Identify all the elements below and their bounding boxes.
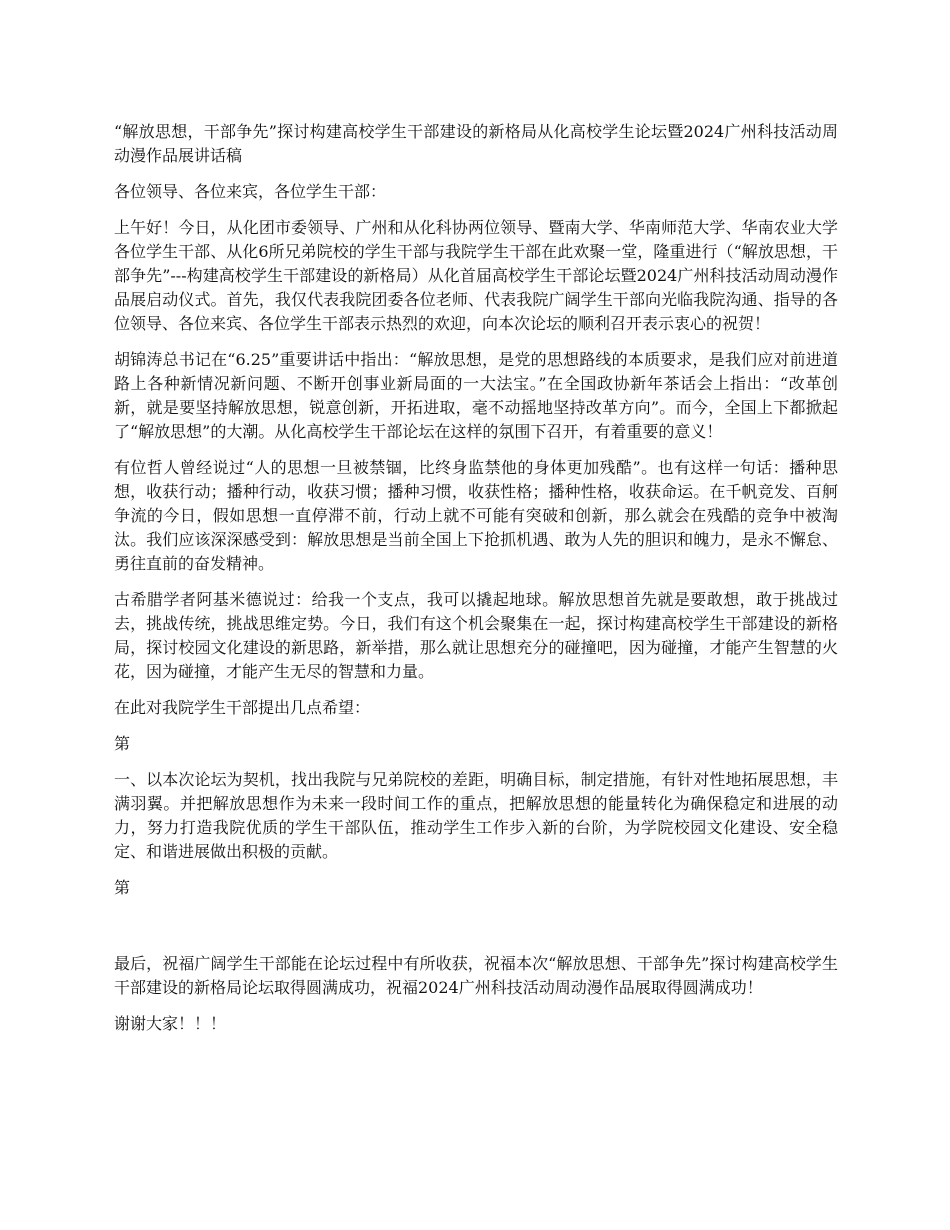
paragraph-greeting: 上午好！今日，从化团市委领导、广州和从化科协两位领导、暨南大学、华南师范大学、华南农业大学各位学生干部、从化6所兄弟院校的学生干部与我院学生干部在此欢聚一堂，隆重进行（“解放思想，干部争先”---构建高校学生干部建设的新格局）从化首届高校学生干部论坛暨2024广州科技活动周动漫作品展启动仪式。首先，我仅代表我院团委各位老师、代表我院广阔学生干部向光临我院沟通、指导的各位领导、各位来宾、各位学生干部表示热烈的欢迎，向本次论坛的顺利召开表示衷心的祝贺！ xyxy=(114,218,838,333)
blank-gap xyxy=(114,912,838,952)
paragraph-second-marker: 第 xyxy=(114,878,131,897)
document-title: “解放思想，干部争先”探讨构建高校学生干部建设的新格局从化高校学生论坛暨2024广州科技活动周动漫作品展讲话稿 xyxy=(114,122,838,165)
paragraph-closing: 最后，祝福广阔学生干部能在论坛过程中有所收获，祝福本次“解放思想、干部争先”探讨构建高校学生干部建设的新格局论坛取得圆满成功，祝福2024广州科技活动周动漫作品展取得圆满成功！ xyxy=(114,954,838,997)
paragraph-first-hope: 一、以本次论坛为契机，找出我院与兄弟院校的差距，明确目标，制定措施，有针对性地拓展思想，丰满羽翼。并把解放思想作为未来一段时间工作的重点，把解放思想的能量转化为确保稳定和进展的动力，努力打造我院优质的学生干部队伍，推动学生工作步入新的台阶，为学院校园文化建设、安全稳定、和谐进展做出积极的贡献。 xyxy=(114,770,838,861)
paragraph-hopes-intro: 在此对我院学生干部提出几点希望： xyxy=(114,698,371,717)
paragraph-thanks: 谢谢大家！！！ xyxy=(114,1014,227,1033)
paragraph-philosopher: 有位哲人曾经说过“人的思想一旦被禁锢，比终身监禁他的身体更加残酷”。也有这样一句话：播种思想，收获行动；播种行动，收获习惯；播种习惯，收获性格；播种性格，收获命运。在千帆竞发、百舸争流的今日，假如思想一直停滞不前，行动上就不可能有突破和创新，那么就会在残酷的竞争中被淘汰。我们应该深深感受到：解放思想是当前全国上下抢抓机遇、敢为人先的胆识和魄力，是永不懈怠、勇往直前的奋发精神。 xyxy=(114,458,838,573)
document-page xyxy=(114,120,838,1048)
salutation: 各位领导、各位来宾，各位学生干部： xyxy=(114,182,387,201)
paragraph-archimedes: 古希腊学者阿基米德说过：给我一个支点，我可以撬起地球。解放思想首先就是要敢想，敢于挑战过去，挑战传统，挑战思维定势。今日，我们有这个机会聚集在一起，探讨构建高校学生干部建设的新格局，探讨校园文化建设的新思路，新举措，那么就让思想充分的碰撞吧，因为碰撞，才能产生智慧的火花，因为碰撞，才能产生无尽的智慧和力量。 xyxy=(114,590,838,681)
paragraph-first-marker: 第 xyxy=(114,734,131,753)
paragraph-hu-speech: 胡锦涛总书记在“6.25”重要讲话中指出：“解放思想，是党的思想路线的本质要求，是我们应对前进道路上各种新情况新问题、不断开创事业新局面的一大法宝。”在全国政协新年茶话会上指出：“改革创新，就是要坚持解放思想，锐意创新，开拓进取，毫不动摇地坚持改革方向”。而今，全国上下都掀起了“解放思想”的大潮。从化高校学生干部论坛在这样的氛围下召开，有着重要的意义！ xyxy=(114,350,838,441)
